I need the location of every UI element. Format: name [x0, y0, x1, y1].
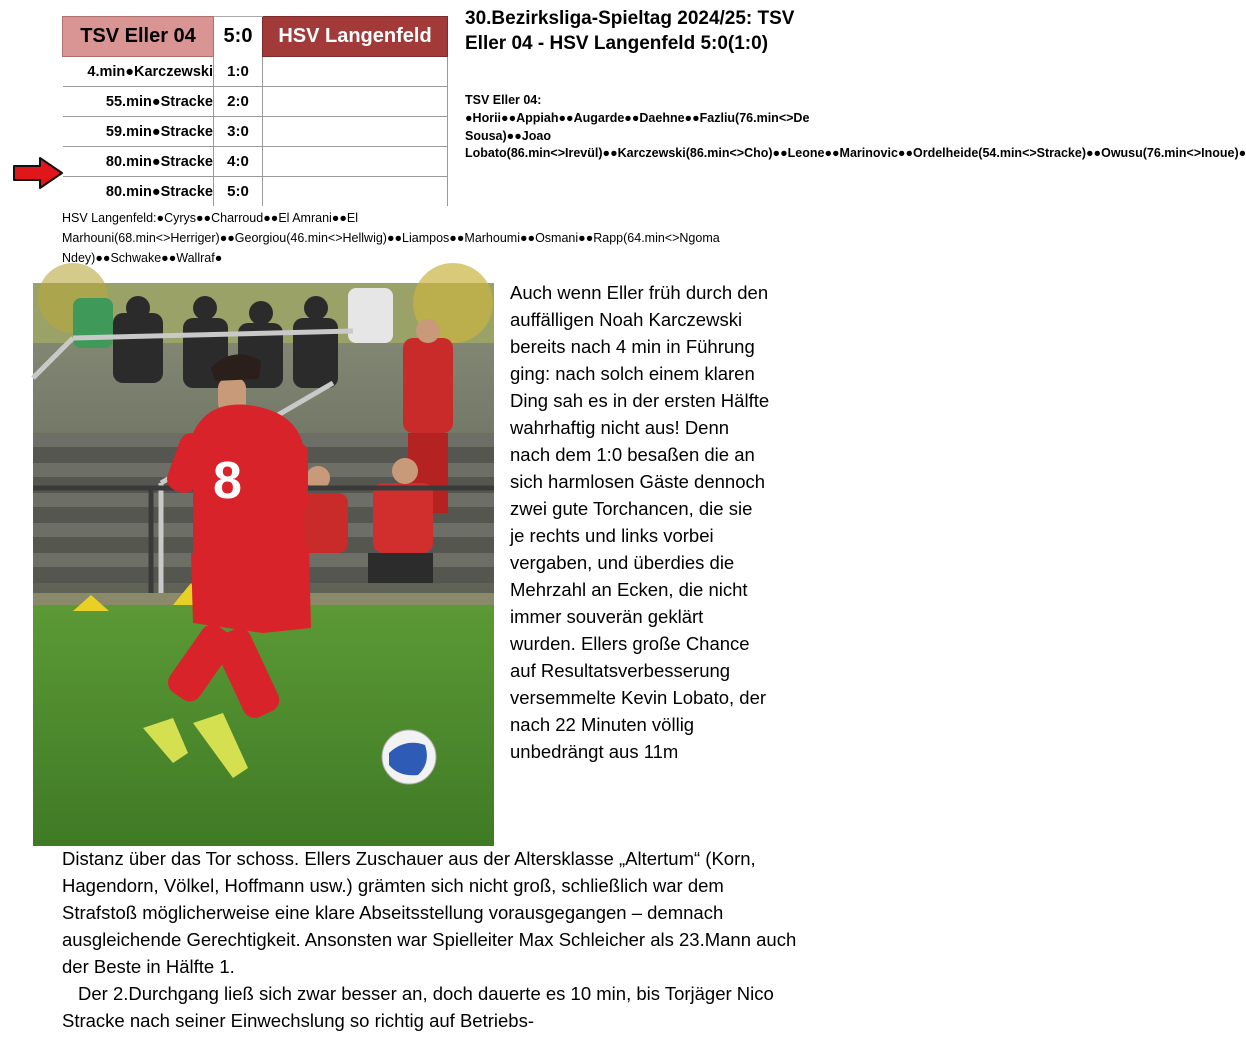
- goal-row: [63, 147, 448, 177]
- goal-scorer: 55.min●Stracke: [63, 87, 214, 117]
- goal-result: 1:0: [214, 57, 263, 87]
- red-arrow-icon: [12, 156, 64, 190]
- goal-row: [63, 87, 448, 117]
- goal-result: 5:0: [214, 177, 263, 207]
- goal-away-cell: [263, 117, 448, 147]
- goal-scorer: 4.min●Karczewski: [63, 57, 214, 87]
- goal-scorer: 80.min●Stracke: [105, 183, 213, 200]
- goal-row: [63, 117, 448, 147]
- goal-scorer: 80.min●Stracke: [63, 147, 214, 177]
- score-table: [62, 16, 448, 206]
- goal-row: [63, 177, 448, 207]
- article-text-side: Auch wenn Eller früh durch den auffälligen Noah Karczewski bereits nach 4 min in Führung ging: nach solch einem klaren Ding sah es in der ersten Hälfte wahrhaftig nicht aus! Denn nach dem 1:0 besaßen die an sich harmlosen Gäste dennoch zwei gute Torchancen, die sie je rechts und links vorbei vergaben, und überdies die Mehrzahl an Ecken, die nicht immer souverän geklärt wurden. Ellers große Chance auf Resultatsverbesserung versemmelte Kevin Lobato, der nach 22 Minuten völlig unbedrängt aus 11m: [510, 282, 770, 762]
- jersey-number: 8: [213, 452, 242, 510]
- lineup-home: TSV Eller 04: ●Horii●●Appiah●●Augarde●●Daehne●●Fazliu(76.min<>De Sousa)●●Joao Lobato(86.min<>Irevül)●●Karczewski(86.min<>Cho)●●Leone●●Marinovic●●Ordelheide(54.min<>Stracke)●●Owusu(76.min<>Inoue)●: [465, 93, 1246, 161]
- goal-away-cell: [263, 87, 448, 117]
- goal-away-cell: [263, 177, 448, 207]
- score-header-row: [63, 17, 448, 57]
- article-paragraph: Distanz über das Tor schoss. Ellers Zuschauer aus der Altersklasse „Altertum“ (Korn, Hagendorn, Völkel, Hoffmann usw.) grämten sich nicht groß, schließlich war dem Strafstoß möglicherweise eine klare Abseitsstellung vorausgegangen – demnach ausgleichende Gerechtigkeit. Ansonsten war Spielleiter Max Schleicher als 23.Mann auch der Beste in Hälfte 1.: [62, 848, 797, 977]
- lineup-away: HSV Langenfeld:●Cyrys●●Charroud●●El Amrani●●El Marhouni(68.min<>Herriger)●●Georgiou(46.min<>Hellwig)●●Liampos●●Marhoumi●●Osmani●●Rapp(64.min<>Ngoma Ndey)●●Schwake●●Wallraf●: [62, 211, 720, 265]
- goal-result: 2:0: [214, 87, 263, 117]
- home-team-name: TSV Eller 04: [63, 17, 214, 57]
- goal-row: [63, 57, 448, 87]
- article-text-full: [62, 845, 802, 1034]
- goal-result: 4:0: [214, 147, 263, 177]
- goal-away-cell: [263, 147, 448, 177]
- goal-result: 3:0: [214, 117, 263, 147]
- goal-away-cell: [263, 57, 448, 87]
- article-headline: 30.Bezirksliga-Spieltag 2024/25: TSV Eller 04 - HSV Langenfeld 5:0(1:0): [465, 8, 795, 54]
- article-paragraph: Der 2.Durchgang ließ sich zwar besser an, doch dauerte es 10 min, bis Torjäger Nico Stracke nach seiner Einwechslung so richtig auf Betriebs-: [62, 983, 774, 1031]
- match-photo: [33, 283, 494, 846]
- away-team-name: HSV Langenfeld: [263, 17, 448, 57]
- goal-scorer: 59.min●Stracke: [63, 117, 214, 147]
- final-score: 5:0: [214, 17, 263, 57]
- match-photo-illustration: [33, 283, 494, 846]
